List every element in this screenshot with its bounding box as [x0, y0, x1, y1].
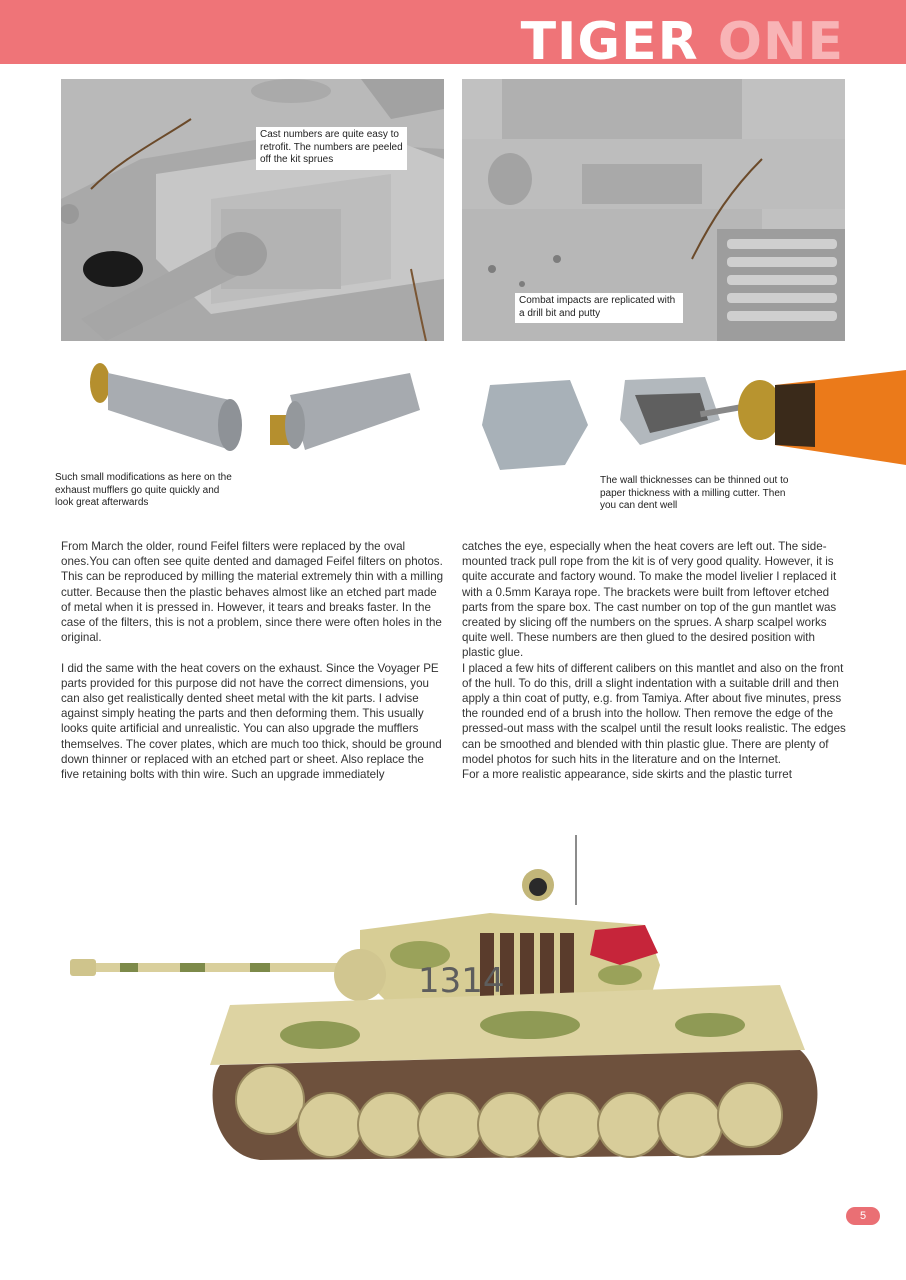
photo-mantlet-callout: Cast numbers are quite easy to retrofit. The numbers are peeled off the kit sprues — [256, 127, 407, 170]
article-right-paragraph-1: catches the eye, especially when the heat covers are left out. The side-mounted track pull rope from the kit is of very good quality. However, it is quite accurate and factory wound. To make the model livelier I replaced it with a 0.5mm Karaya rope. The brackets were built from leftover etched parts from the spare box. The cast number on top of the gun mantlet was created by slicing off the numbers on the sprues. A sharp scalpel works quite well. These numbers are then glued to the desired position with plastic glue. — [462, 540, 837, 660]
photo-mantlet — [61, 79, 444, 341]
caption-milling: The wall thicknesses can be thinned out to paper thickness with a milling cutter. Then you can dent well — [600, 475, 789, 511]
photo-milling-art — [470, 365, 906, 475]
photo-finished-model — [60, 835, 850, 1185]
article-right-paragraph-2: I placed a few hits of different calibers on this mantlet and also on the front of the hull. To do this, drill a slight indentation with a suitable drill and then apply a thin coat of putty, e.g. from Tamiya. After about five minutes, press the rounded end of a brush into the hollow. Then remove the edge of the pressed-out mass with the scalpel until the result looks realistic. The edges can be smoothed and blended with thin plastic glue. There are plenty of model photos for such hits in the literature and on the Internet. — [462, 661, 846, 766]
page-title — [520, 12, 844, 64]
article-left-paragraph-2: I did the same with the heat covers on the exhaust. Since the Voyager PE parts provided for this purpose did not have the correct dimensions, you can also get realistically dented sheet metal with the kit parts. I advise against simply heating the parts and then deforming them. This usually looks quite artificial and unrealistic. You can also upgrade the mufflers themselves. The cover plates, which are much too thick, should be ground down thinner or replaced with an etched part or sheet. Also replace the five retaining bolts with thin wire. Such an upgrade immediately — [61, 661, 442, 782]
photo-finished-model-art — [60, 835, 850, 1185]
header-bar — [0, 0, 906, 64]
caption-mufflers: Such small modifications as here on the exhaust mufflers go quite quickly and look great afterwards — [55, 472, 232, 508]
page-number-badge: 5 — [846, 1207, 880, 1225]
photo-mufflers-art — [80, 355, 430, 465]
article-column-right — [462, 539, 846, 782]
article-left-paragraph-1: From March the older, round Feifel filters were replaced by the oval ones.You can often see quite dented and damaged Feifel filters on photos. This can be reproduced by milling the material extremely thin with a milling cutter. Because then the plastic behaves almost like an etched part made of metal when it is pressed in. However, it tears and breaks faster. In the case of the filters, this is not a problem, since there were often holes in the original. — [61, 540, 444, 645]
photo-mantlet-art — [61, 79, 444, 341]
photo-hull-front-callout: Combat impacts are replicated with a drill bit and putty — [515, 293, 683, 323]
photo-milling — [470, 365, 906, 475]
title-part-tiger: TIGER — [520, 12, 699, 64]
article-column-left — [61, 539, 445, 782]
tank-hull-number: 1314 — [418, 961, 505, 1001]
title-part-one: ONE — [717, 12, 844, 64]
article-right-paragraph-3: For a more realistic appearance, side skirts and the plastic turret — [462, 768, 792, 782]
photo-mufflers — [80, 355, 430, 465]
photo-hull-front — [462, 79, 845, 341]
